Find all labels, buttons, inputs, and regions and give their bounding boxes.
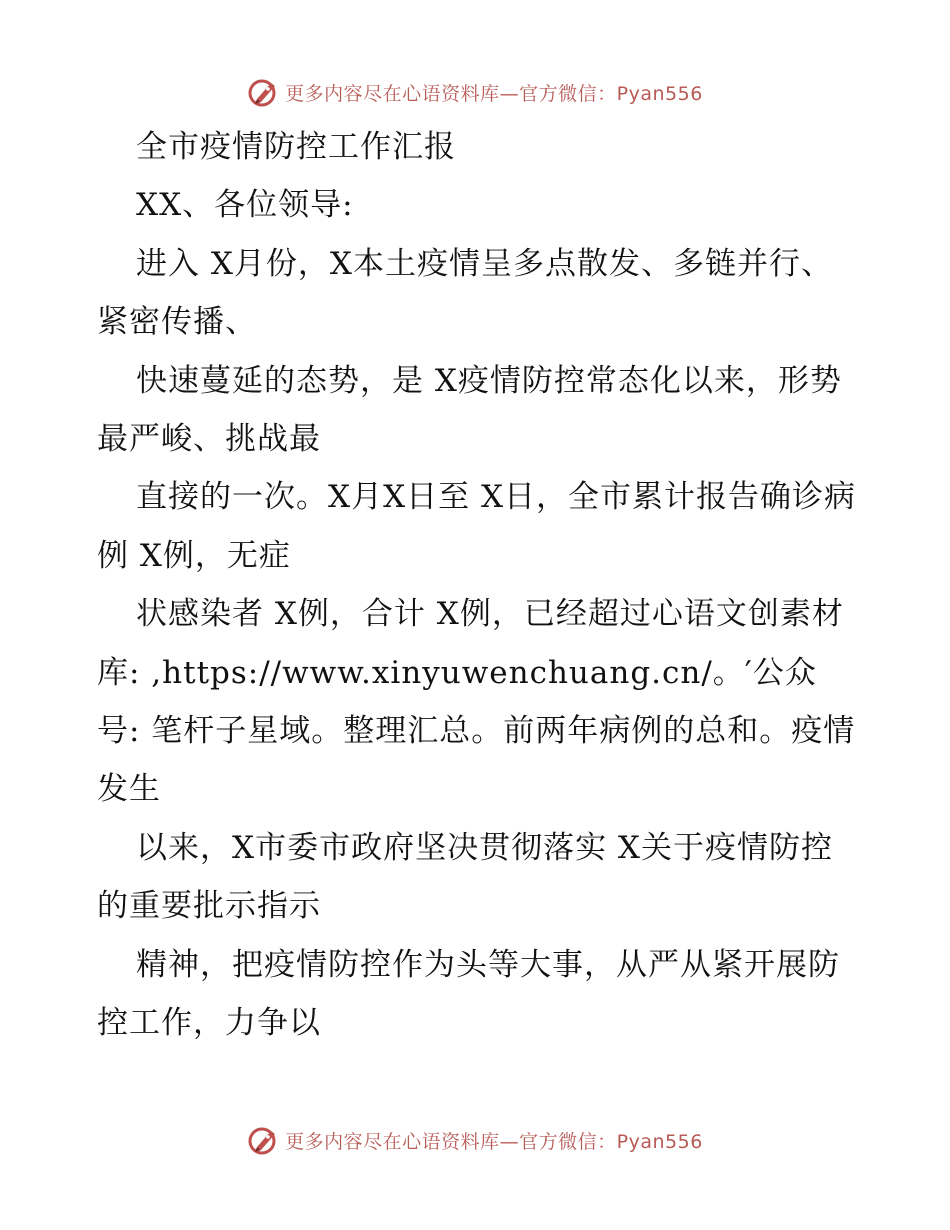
fountain-pen-logo-icon: [247, 1123, 281, 1157]
watermark-text: 更多内容尽在心语资料库—官方微信：Pyan556: [285, 1130, 703, 1153]
header-watermark-banner: [0, 72, 950, 112]
paragraph: 状感染者 X例，合计 X例，已经超过心语文创素材库: ,https://www.xinyuwenchuang.cn/。′公众号: 笔杆子星域。整理汇总。前两年病例的总和。疫情发生: [97, 596, 856, 808]
fountain-pen-logo-icon: [247, 75, 281, 109]
paragraph: 进入 X月份，X本土疫情呈多点散发、多链并行、紧密传播、: [97, 245, 833, 341]
paragraph: 直接的一次。X月X日至 X日，全市累计报告确诊病例 X例，无症: [97, 479, 857, 574]
footer-watermark-banner: [0, 1120, 950, 1160]
paragraph: 精神，把疫情防控作为头等大事，从严从紧开展防控工作，力争以: [97, 946, 840, 1042]
document-title: 全市疫情防控工作汇报: [136, 129, 456, 165]
watermark-text: 更多内容尽在心语资料库—官方微信：Pyan556: [285, 82, 703, 105]
paragraph: 以来，X市委市政府坚决贯彻落实 X关于疫情防控的重要批示指示: [97, 829, 833, 925]
paragraph: 快速蔓延的态势，是 X疫情防控常态化以来，形势最严峻、挑战最: [97, 362, 842, 458]
document-body: [97, 118, 857, 1053]
salutation: XX、各位领导:: [136, 187, 354, 224]
